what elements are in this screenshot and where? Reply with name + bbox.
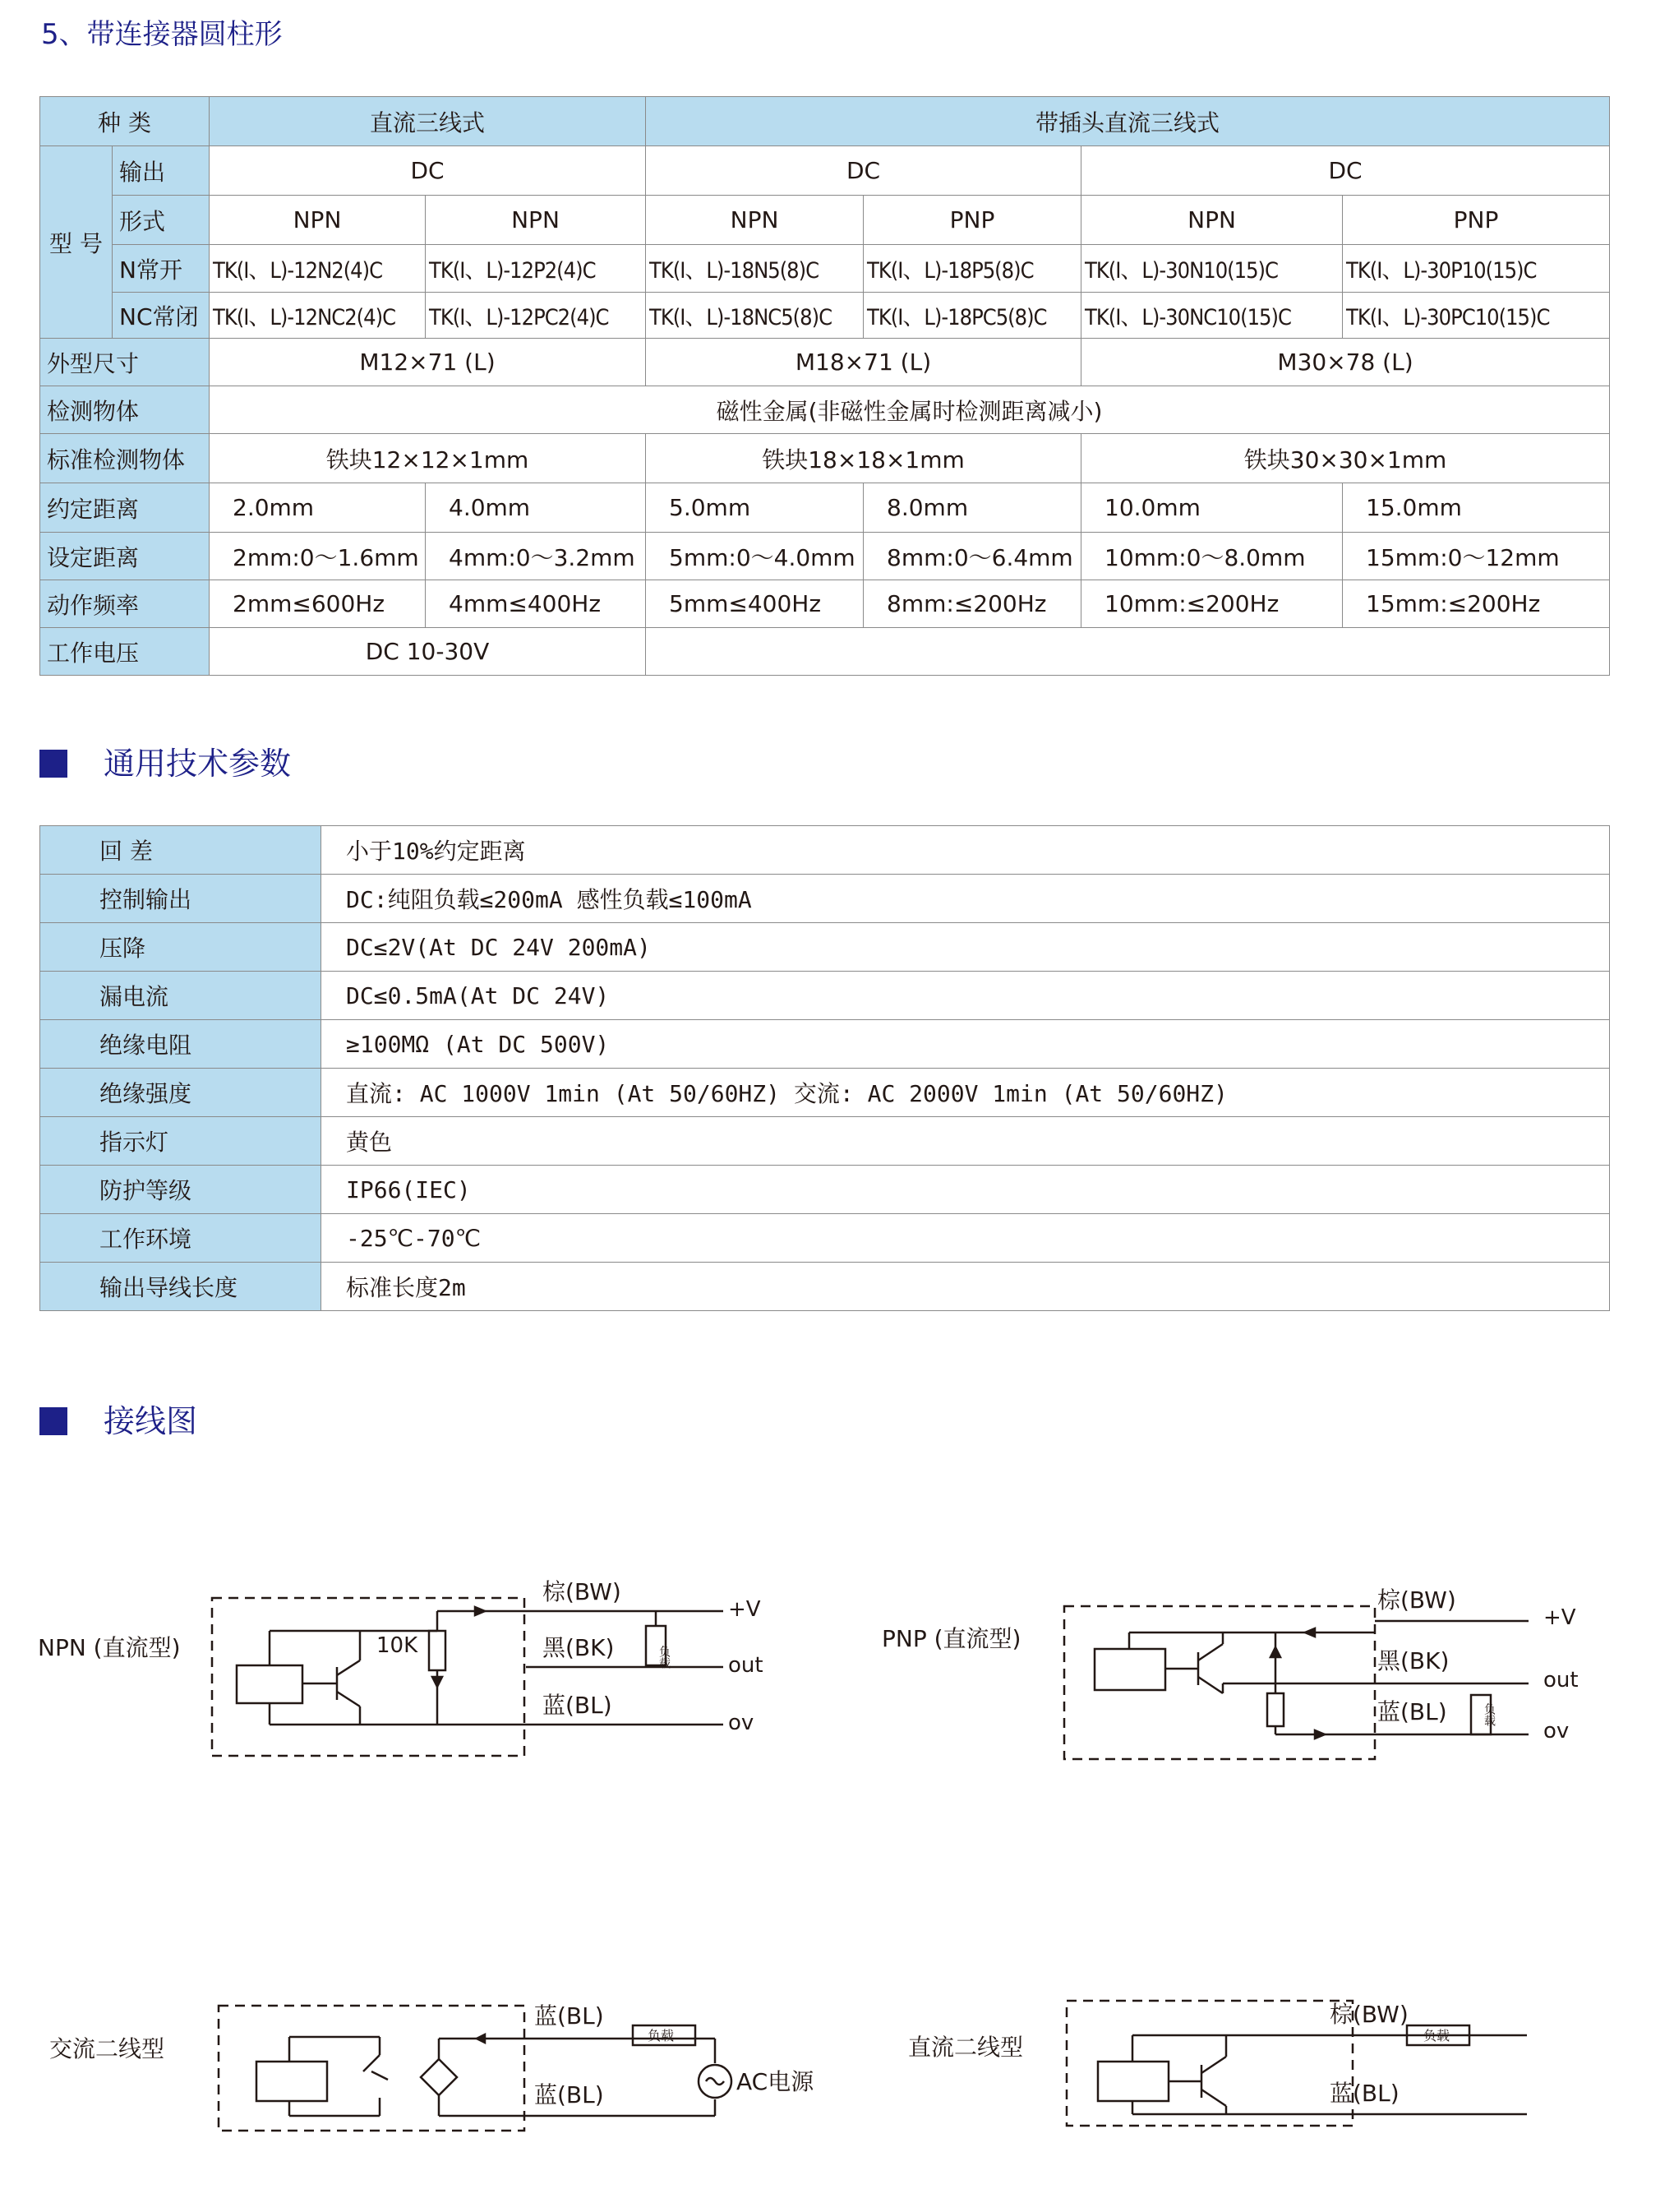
kind-label: 种 类	[40, 97, 210, 146]
pnp-diagram	[1064, 1606, 1529, 1759]
freq-cell: 4mm≤400Hz	[426, 580, 646, 628]
std-cell: 铁块30×30×1mm	[1081, 434, 1610, 483]
param-row	[40, 923, 1610, 972]
size-cell: M18×71 (L)	[646, 339, 1081, 386]
param-row	[40, 875, 1610, 923]
param-row	[40, 972, 1610, 1020]
no-model-cell: TK(I、L)-30P10(15)C	[1343, 245, 1610, 293]
spec-table	[39, 96, 1610, 676]
freq-label: 动作频率	[40, 580, 210, 628]
square-bullet-icon	[39, 750, 67, 778]
no-model-cell: TK(I、L)-18P5(8)C	[864, 245, 1081, 293]
square-bullet-icon	[39, 1407, 67, 1435]
param-row	[40, 1263, 1610, 1311]
no-label: N常开	[113, 245, 210, 293]
param-value: DC≤2V(At DC 24V 200mA)	[321, 923, 1610, 972]
param-value: -25℃-70℃	[321, 1214, 1610, 1263]
ac2-title: 交流二线型	[49, 2035, 165, 2062]
form-cell: PNP	[1343, 196, 1610, 245]
output-cell: DC	[1081, 146, 1610, 196]
rated-cell: 15.0mm	[1343, 483, 1610, 533]
freq-cell: 10mm:≤200Hz	[1081, 580, 1343, 628]
param-row	[40, 1214, 1610, 1263]
group-plug-dc3: 带插头直流三线式	[646, 97, 1610, 146]
group-dc3: 直流三线式	[210, 97, 646, 146]
freq-cell: 15mm:≤200Hz	[1343, 580, 1610, 628]
set-cell: 15mm:0～12mm	[1343, 533, 1610, 580]
set-cell: 8mm:0～6.4mm	[864, 533, 1081, 580]
npn-plus-v: +V	[728, 1597, 761, 1622]
form-label: 形式	[113, 196, 210, 245]
param-row	[40, 1069, 1610, 1117]
std-label: 标准检测物体	[40, 434, 210, 483]
nc-model-cell: TK(I、L)-18PC5(8)C	[864, 293, 1081, 339]
freq-cell: 2mm≤600Hz	[210, 580, 426, 628]
target-cell: 磁性金属(非磁性金属时检测距离减小)	[210, 386, 1610, 434]
param-row	[40, 826, 1610, 875]
npn-out: out	[728, 1653, 763, 1678]
pnp-title: PNP (直流型)	[882, 1625, 1021, 1652]
std-cell: 铁块12×12×1mm	[210, 434, 646, 483]
param-value: 小于10%约定距离	[321, 826, 1610, 875]
param-label: 工作环境	[40, 1214, 321, 1263]
param-label: 绝缘强度	[40, 1069, 321, 1117]
dc2-brown-label: 棕(BW)	[1330, 2001, 1409, 2028]
param-value: 直流: AC 1000V 1min (At 50/60HZ) 交流: AC 2000V 1min (At 50/60HZ)	[321, 1069, 1610, 1117]
voltage-empty	[646, 628, 1610, 676]
model-label: 型 号	[40, 146, 113, 339]
param-value: ≥100MΩ (At DC 500V)	[321, 1020, 1610, 1069]
ac2-diagram	[219, 2006, 731, 2131]
set-label: 设定距离	[40, 533, 210, 580]
nc-model-cell: TK(I、L)-12NC2(4)C	[210, 293, 426, 339]
ac2-blue-top: 蓝(BL)	[534, 2002, 604, 2030]
dc2-blue-label: 蓝(BL)	[1330, 2080, 1400, 2107]
npn-diagram	[212, 1598, 723, 1756]
params-table	[39, 825, 1610, 1311]
nc-model-cell: TK(I、L)-18NC5(8)C	[646, 293, 864, 339]
form-cell: NPN	[646, 196, 864, 245]
npn-brown-label: 棕(BW)	[542, 1578, 621, 1605]
no-model-cell: TK(I、L)-12P2(4)C	[426, 245, 646, 293]
rated-cell: 10.0mm	[1081, 483, 1343, 533]
param-value: DC≤0.5mA(At DC 24V)	[321, 972, 1610, 1020]
param-row	[40, 1117, 1610, 1166]
ac-power-label: AC电源	[736, 2068, 814, 2095]
set-cell: 4mm:0～3.2mm	[426, 533, 646, 580]
param-value: 黄色	[321, 1117, 1610, 1166]
size-label: 外型尺寸	[40, 339, 210, 386]
form-cell: PNP	[864, 196, 1081, 245]
pnp-ov: ov	[1543, 1719, 1570, 1743]
std-cell: 铁块18×18×1mm	[646, 434, 1081, 483]
no-model-cell: TK(I、L)-12N2(4)C	[210, 245, 426, 293]
form-cell: NPN	[210, 196, 426, 245]
voltage-label: 工作电压	[40, 628, 210, 676]
wiring-diagrams	[0, 1562, 1674, 2137]
pnp-load-label: 负载	[1483, 1703, 1496, 1726]
no-model-cell: TK(I、L)-18N5(8)C	[646, 245, 864, 293]
param-value: 标准长度2m	[321, 1263, 1610, 1311]
npn-blue-label: 蓝(BL)	[542, 1692, 612, 1719]
ac2-load-label: 负载	[648, 2028, 675, 2043]
param-row	[40, 1166, 1610, 1214]
pnp-black-label: 黑(BK)	[1377, 1647, 1450, 1674]
form-cell: NPN	[426, 196, 646, 245]
resistor-label: 10K	[376, 1633, 418, 1658]
set-cell: 2mm:0～1.6mm	[210, 533, 426, 580]
size-cell: M12×71 (L)	[210, 339, 646, 386]
rated-label: 约定距离	[40, 483, 210, 533]
pnp-blue-label: 蓝(BL)	[1377, 1698, 1447, 1725]
param-label: 指示灯	[40, 1117, 321, 1166]
ac2-blue-bottom: 蓝(BL)	[534, 2081, 604, 2108]
freq-cell: 5mm≤400Hz	[646, 580, 864, 628]
dc2-load-label: 负载	[1423, 2028, 1450, 2043]
no-model-cell: TK(I、L)-30N10(15)C	[1081, 245, 1343, 293]
nc-model-cell: TK(I、L)-30PC10(15)C	[1343, 293, 1610, 339]
voltage-cell: DC 10-30V	[210, 628, 646, 676]
param-label: 漏电流	[40, 972, 321, 1020]
param-label: 压降	[40, 923, 321, 972]
wiring-heading: 接线图	[39, 1396, 197, 1441]
freq-cell: 8mm:≤200Hz	[864, 580, 1081, 628]
section-title: 5、带连接器圆柱形	[41, 18, 283, 51]
param-label: 输出导线长度	[40, 1263, 321, 1311]
output-cell: DC	[646, 146, 1081, 196]
output-cell: DC	[210, 146, 646, 196]
npn-title: NPN (直流型)	[38, 1634, 181, 1661]
pnp-out: out	[1543, 1668, 1579, 1692]
param-value: IP66(IEC)	[321, 1166, 1610, 1214]
pnp-brown-label: 棕(BW)	[1377, 1586, 1456, 1614]
set-cell: 10mm:0～8.0mm	[1081, 533, 1343, 580]
nc-label: NC常闭	[113, 293, 210, 339]
param-label: 防护等级	[40, 1166, 321, 1214]
param-label: 控制输出	[40, 875, 321, 923]
pnp-plus-v: +V	[1543, 1605, 1576, 1630]
params-heading: 通用技术参数	[39, 738, 291, 783]
dc2-title: 直流二线型	[908, 2034, 1024, 2061]
dc2-diagram	[1067, 2001, 1527, 2126]
size-cell: M30×78 (L)	[1081, 339, 1610, 386]
set-cell: 5mm:0～4.0mm	[646, 533, 864, 580]
form-cell: NPN	[1081, 196, 1343, 245]
rated-cell: 8.0mm	[864, 483, 1081, 533]
rated-cell: 4.0mm	[426, 483, 646, 533]
output-label: 输出	[113, 146, 210, 196]
nc-model-cell: TK(I、L)-30NC10(15)C	[1081, 293, 1343, 339]
npn-load-label: 负载	[657, 1646, 671, 1669]
npn-black-label: 黑(BK)	[542, 1634, 615, 1661]
param-label: 回 差	[40, 826, 321, 875]
param-row	[40, 1020, 1610, 1069]
npn-ov: ov	[728, 1711, 754, 1735]
rated-cell: 5.0mm	[646, 483, 864, 533]
param-label: 绝缘电阻	[40, 1020, 321, 1069]
nc-model-cell: TK(I、L)-12PC2(4)C	[426, 293, 646, 339]
param-value: DC:纯阻负载≤200mA 感性负载≤100mA	[321, 875, 1610, 923]
target-label: 检测物体	[40, 386, 210, 434]
rated-cell: 2.0mm	[210, 483, 426, 533]
